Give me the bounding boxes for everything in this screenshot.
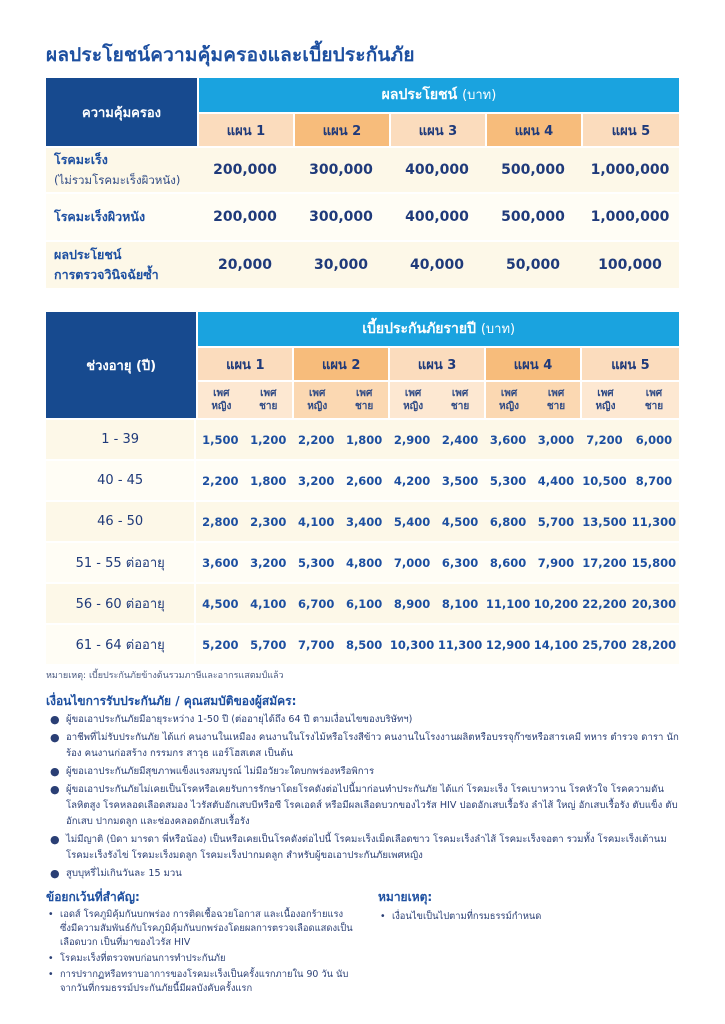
bullet-icon: • xyxy=(48,953,54,964)
bullet-icon: ● xyxy=(50,713,60,726)
benefit-value: 40,000 xyxy=(389,240,485,288)
premium-female-cell: 10,500 xyxy=(580,459,629,500)
premium-female-cell: 2,800 xyxy=(196,500,244,541)
benefit-table xyxy=(46,78,679,288)
benefit-value: 1,000,000 xyxy=(581,146,679,192)
bullet-icon: ● xyxy=(50,765,60,778)
premium-note: หมายเหตุ: เบี้ยประกันภัยข้างต้นรวมภาษีและอากรแสตมป์แล้ว xyxy=(46,671,284,681)
age-range-cell: 40 - 45 xyxy=(46,459,196,500)
table-row xyxy=(46,623,679,664)
table-row xyxy=(46,582,679,623)
conditions-list xyxy=(46,712,686,884)
page-title: ผลประโยชน์ความคุ้มครองและเบี้ยประกันภัย xyxy=(46,44,415,66)
conditions-title: เงื่อนไขการรับประกันภัย / คุณสมบัติของผู้สมัคร: xyxy=(46,694,297,708)
premium-table xyxy=(46,312,679,664)
row-label: โรคมะเร็ง (ไม่รวมโรคมะเร็งผิวหนัง) xyxy=(46,146,197,192)
premium-female-cell: 7,700 xyxy=(292,623,340,664)
premium-female-cell: 3,200 xyxy=(292,459,340,500)
premium-female-cell: 2,900 xyxy=(388,418,436,459)
exclusions-list xyxy=(46,908,356,998)
bullet-icon: ● xyxy=(50,833,60,846)
premium-female-cell: 3,600 xyxy=(196,541,244,582)
premium-male-cell: 2,300 xyxy=(244,500,292,541)
premium-female-cell: 10,300 xyxy=(388,623,436,664)
benefit-value: 30,000 xyxy=(293,240,389,288)
age-range-cell: 61 - 64 ต่ออายุ xyxy=(46,623,196,664)
premium-male-cell: 14,100 xyxy=(532,623,580,664)
premium-male-cell: 6,000 xyxy=(629,418,679,459)
premium-male-cell: 11,300 xyxy=(436,623,484,664)
premium-female-cell: 6,700 xyxy=(292,582,340,623)
sex-male-header: เพศ ชาย xyxy=(340,380,388,418)
plan-header: แผน 3 xyxy=(388,346,484,380)
list-item: • การปรากฏหรือทราบอาการของโรคมะเร็งเป็นครั้งแรกภายใน 90 วัน นับจากวันที่กรมธรรม์ประกันภัยนี้มีผลบังคับครั้งแรก xyxy=(48,969,349,994)
premium-female-cell: 7,200 xyxy=(580,418,629,459)
premium-male-cell: 3,500 xyxy=(436,459,484,500)
plan-header: แผน 3 xyxy=(389,112,485,146)
benefit-value: 1,000,000 xyxy=(581,192,679,240)
age-range-cell: 1 - 39 xyxy=(46,418,196,459)
bullet-icon: ● xyxy=(50,867,60,880)
plan-header: แผน 4 xyxy=(485,112,581,146)
premium-male-cell: 1,200 xyxy=(244,418,292,459)
premium-female-cell: 22,200 xyxy=(580,582,629,623)
premium-male-cell: 10,200 xyxy=(532,582,580,623)
sex-female-header: เพศ หญิง xyxy=(484,380,532,418)
plan-header: แผน 5 xyxy=(580,346,679,380)
premium-female-cell: 1,500 xyxy=(196,418,244,459)
remarks-list xyxy=(378,910,678,924)
premium-male-cell: 5,700 xyxy=(244,623,292,664)
premium-male-cell: 3,200 xyxy=(244,541,292,582)
age-range-cell: 56 - 60 ต่ออายุ xyxy=(46,582,196,623)
premium-male-cell: 2,600 xyxy=(340,459,388,500)
benefit-value: 400,000 xyxy=(389,192,485,240)
premium-female-cell: 2,200 xyxy=(196,459,244,500)
sex-male-header: เพศ ชาย xyxy=(532,380,580,418)
bullet-icon: ● xyxy=(50,783,60,796)
premium-male-cell: 4,400 xyxy=(532,459,580,500)
age-range-column-header: ช่วงอายุ (ปี) xyxy=(46,312,196,418)
benefit-value: 200,000 xyxy=(197,146,293,192)
bullet-icon: ● xyxy=(50,731,60,744)
benefit-value: 20,000 xyxy=(197,240,293,288)
premium-female-cell: 4,500 xyxy=(196,582,244,623)
premium-male-cell: 7,900 xyxy=(532,541,580,582)
premium-male-cell: 20,300 xyxy=(629,582,679,623)
premium-female-cell: 12,900 xyxy=(484,623,532,664)
premium-male-cell: 1,800 xyxy=(244,459,292,500)
benefit-value: 500,000 xyxy=(485,146,581,192)
list-item: ● ไม่มีญาติ (บิดา มารดา พี่หรือน้อง) เป็นหรือเคยเป็นโรคดังต่อไปนี้ โรคมะเร็งเม็ดเลือดขาว โรคมะเร็งลำไส้ โรคมะเร็งจอตา รวมทั้ง โรคมะเร็งเต้านม โรคมะเร็งรังไข่ โรคมะเร็งมดลูก โรคมะเร็งปากมดลูก สำหรับผู้ขอเอาประกันภัยเพศหญิง xyxy=(50,833,667,861)
age-range-cell: 46 - 50 xyxy=(46,500,196,541)
premium-male-cell: 8,100 xyxy=(436,582,484,623)
list-item: • เอดส์ โรคภูมิคุ้มกันบกพร่อง การติดเชื้อฉวยโอกาส และเนื้องอกร้ายแรง ซึ่งมีความสัมพันธ์กับโรคภูมิคุ้มกันบกพร่องโดยผลการตรวจเลือดแสดงเป็นเลือดบวก เป็นที่มาของไวรัส HIV xyxy=(48,909,353,948)
exclusions-title: ข้อยกเว้นที่สำคัญ: xyxy=(46,890,140,904)
premium-male-cell: 2,400 xyxy=(436,418,484,459)
sex-female-header: เพศ หญิง xyxy=(580,380,629,418)
benefit-value: 100,000 xyxy=(581,240,679,288)
benefit-value: 500,000 xyxy=(485,192,581,240)
list-item: ● สูบบุหรี่ไม่เกินวันละ 15 มวน xyxy=(50,867,182,880)
benefit-value: 200,000 xyxy=(197,192,293,240)
plan-header: แผน 2 xyxy=(292,346,388,380)
premium-female-cell: 5,300 xyxy=(292,541,340,582)
age-range-cell: 51 - 55 ต่ออายุ xyxy=(46,541,196,582)
table-row xyxy=(46,418,679,459)
list-item: ● อาชีพที่ไม่รับประกันภัย ได้แก่ คนงานในเหมือง คนงานในโรงไม้หรือโรงสีข้าว คนงานในโรงงานผลิตหรือบรรจุก๊าซหรือสารเคมี ทหาร ตำรวจ ดารา นักร้อง คนงานก่อสร้าง กรรมกร สาวุธ แอร์โฮสเตส เป็นต้น xyxy=(50,731,679,759)
table-row xyxy=(46,192,679,240)
benefit-header: ผลประโยชน์ (บาท) xyxy=(197,78,679,112)
premium-female-cell: 5,400 xyxy=(388,500,436,541)
premium-male-cell: 4,500 xyxy=(436,500,484,541)
benefit-value: 400,000 xyxy=(389,146,485,192)
premium-female-cell: 8,900 xyxy=(388,582,436,623)
premium-male-cell: 28,200 xyxy=(629,623,679,664)
premium-male-cell: 8,700 xyxy=(629,459,679,500)
premium-female-cell: 5,200 xyxy=(196,623,244,664)
premium-female-cell: 4,200 xyxy=(388,459,436,500)
remarks-title: หมายเหตุ: xyxy=(378,890,433,904)
sex-female-header: เพศ หญิง xyxy=(388,380,436,418)
table-row xyxy=(46,459,679,500)
premium-male-cell: 6,300 xyxy=(436,541,484,582)
premium-male-cell: 6,100 xyxy=(340,582,388,623)
list-item: ● ผู้ขอเอาประกันภัยไม่เคยเป็นโรคหรือเคยรับการรักษาโดยโรคดังต่อไปนี้มาก่อนทำประกันภัย ได้แก่ โรคมะเร็ง โรคเบาหวาน โรคหัวใจ โรคความดัน โลหิตสูง โรคหลอดเลือดสมอง ไวรัสตับอักเสบบีหรือซี โรคเอดส์ หรือมีผลเลือดบวกของไวรัส HIV ปอดอักเสบเรื้อรัง ลำไส้ ใหญ่ อักเสบเรื้อรัง ตับแข็ง ตับอักเสบ ปากมดลูก และช่องคลอดอักเสบเรื้อรัง xyxy=(50,783,678,827)
row-label: โรคมะเร็งผิวหนัง xyxy=(46,192,197,240)
table-row xyxy=(46,500,679,541)
benefit-value: 50,000 xyxy=(485,240,581,288)
benefit-value: 300,000 xyxy=(293,192,389,240)
plan-header: แผน 5 xyxy=(581,112,679,146)
plan-header: แผน 2 xyxy=(293,112,389,146)
premium-male-cell: 3,000 xyxy=(532,418,580,459)
sex-female-header: เพศ หญิง xyxy=(196,380,244,418)
premium-female-cell: 7,000 xyxy=(388,541,436,582)
premium-female-cell: 25,700 xyxy=(580,623,629,664)
benefit-value: 300,000 xyxy=(293,146,389,192)
sex-male-header: เพศ ชาย xyxy=(629,380,679,418)
list-item: • เงื่อนไขเป็นไปตามที่กรมธรรม์กำหนด xyxy=(380,911,542,922)
row-label: ผลประโยชน์ การตรวจวินิจฉัยซ้ำ xyxy=(46,240,197,288)
coverage-column-header: ความคุ้มครอง xyxy=(46,78,197,146)
premium-female-cell: 4,100 xyxy=(292,500,340,541)
premium-male-cell: 3,400 xyxy=(340,500,388,541)
premium-male-cell: 4,100 xyxy=(244,582,292,623)
premium-female-cell: 17,200 xyxy=(580,541,629,582)
bullet-icon: • xyxy=(48,969,54,980)
sex-male-header: เพศ ชาย xyxy=(436,380,484,418)
sex-male-header: เพศ ชาย xyxy=(244,380,292,418)
premium-female-cell: 2,200 xyxy=(292,418,340,459)
premium-male-cell: 4,800 xyxy=(340,541,388,582)
plan-header: แผน 4 xyxy=(484,346,580,380)
premium-female-cell: 5,300 xyxy=(484,459,532,500)
premium-male-cell: 8,500 xyxy=(340,623,388,664)
list-item: ● ผู้ขอเอาประกันภัยมีอายุระหว่าง 1-50 ปี (ต่ออายุได้ถึง 64 ปี ตามเงื่อนไขของบริษัทฯ) xyxy=(50,713,413,726)
plan-header: แผน 1 xyxy=(196,346,292,380)
premium-female-cell: 3,600 xyxy=(484,418,532,459)
premium-female-cell: 6,800 xyxy=(484,500,532,541)
premium-female-cell: 13,500 xyxy=(580,500,629,541)
table-row xyxy=(46,541,679,582)
sex-female-header: เพศ หญิง xyxy=(292,380,340,418)
plan-header: แผน 1 xyxy=(197,112,293,146)
premium-header: เบี้ยประกันภัยรายปี (บาท) xyxy=(196,312,679,346)
premium-female-cell: 8,600 xyxy=(484,541,532,582)
premium-female-cell: 11,100 xyxy=(484,582,532,623)
premium-male-cell: 11,300 xyxy=(629,500,679,541)
premium-male-cell: 5,700 xyxy=(532,500,580,541)
premium-male-cell: 15,800 xyxy=(629,541,679,582)
table-row xyxy=(46,146,679,192)
bullet-icon: • xyxy=(48,909,54,920)
list-item: • โรคมะเร็งที่ตรวจพบก่อนการทำประกันภัย xyxy=(48,953,226,964)
premium-male-cell: 1,800 xyxy=(340,418,388,459)
bullet-icon: • xyxy=(380,911,386,922)
list-item: ● ผู้ขอเอาประกันภัยมีสุขภาพแข็งแรงสมบูรณ์ ไม่มีอวัยวะใดบกพร่องหรือพิการ xyxy=(50,765,375,778)
table-row xyxy=(46,240,679,288)
